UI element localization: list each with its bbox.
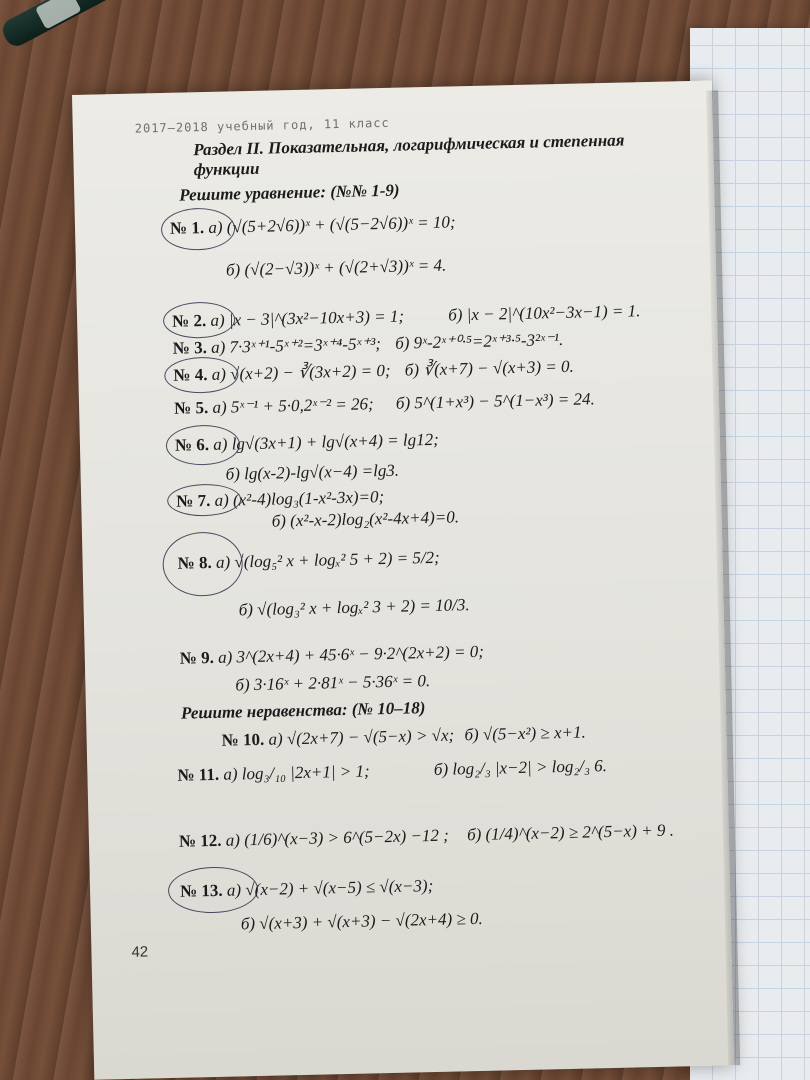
problem-part-b: б) |x − 2|^(10x²−3x−1) = 1. bbox=[448, 301, 641, 325]
problem-number: № 13. bbox=[179, 880, 223, 901]
problem-number: № 10. bbox=[221, 729, 265, 750]
problem-part-b: б) log₂/₃ |x−2| > log₂/₃ 6. bbox=[433, 756, 608, 779]
problem-11 bbox=[177, 755, 607, 787]
problem-12 bbox=[179, 820, 674, 853]
instruction-equations: Решите уравнение: (№№ 1-9) bbox=[179, 180, 400, 205]
problem-part-a: а) |x − 3|^(3x²−10x+3) = 1; bbox=[210, 306, 405, 330]
section-title: Раздел II. Показательная, логарифмическая и степенная функции bbox=[193, 130, 625, 180]
problem-part-b: б) 9ˣ-2ˣ⁺⁰·⁵=2ˣ⁺³·⁵-3²ˣ⁻¹. bbox=[394, 329, 564, 353]
problem-number: № 2. bbox=[171, 311, 207, 331]
problem-number: № 4. bbox=[173, 365, 208, 385]
problem-part-a: а) √(x−2) + √(x−5) ≤ √(x−3); bbox=[226, 876, 434, 900]
textbook-page bbox=[72, 80, 734, 1079]
ink-circle bbox=[162, 531, 243, 597]
problem-2 bbox=[172, 300, 641, 333]
ink-circle bbox=[164, 356, 239, 394]
ink-circle bbox=[166, 424, 241, 466]
problem-part-a: а) (1/6)^(x−3) > 6^(5−2x) −12 ; bbox=[225, 825, 450, 850]
problem-part-a: а) √(2x+7) − √(5−x) > √x; bbox=[268, 725, 455, 749]
problem-part-b: б) √(log₃² x + logₓ² 3 + 2) = 10/3. bbox=[238, 595, 470, 620]
problem-part-a: а) 7·3ˣ⁺¹-5ˣ⁺²=3ˣ⁺⁴-5ˣ⁺³; bbox=[210, 334, 382, 357]
problem-part-a: а) √(log₅² x + logₓ² 5 + 2) = 5/2; bbox=[215, 547, 440, 572]
problem-part-a: а) √(x+2) − ∛(3x+2) = 0; bbox=[211, 360, 391, 384]
ink-circle bbox=[167, 483, 242, 517]
problem-number: № 7. bbox=[176, 490, 211, 511]
problem-part-a: а) log₃/₁₀ |2x+1| > 1; bbox=[223, 761, 370, 784]
problem-part-a: а) (√(5+2√6))ˣ + (√(5−2√6))ˣ = 10; bbox=[208, 212, 456, 237]
problem-10 bbox=[221, 722, 586, 752]
problem-number: № 11. bbox=[177, 764, 220, 785]
instruction-inequalities: Решите неравенства: (№ 10–18) bbox=[180, 698, 426, 723]
problem-part-b: б) lg(x-2)-lg√(x−4) =lg3. bbox=[225, 460, 400, 484]
ink-circle bbox=[163, 301, 236, 339]
ink-circle bbox=[168, 866, 259, 914]
problem-number: № 12. bbox=[178, 830, 222, 851]
problem-number: № 3. bbox=[172, 338, 208, 358]
problem-number: № 9. bbox=[179, 647, 215, 668]
problem-part-a: а) 5ˣ⁻¹ + 5·0,2ˣ⁻² = 26; bbox=[212, 394, 374, 417]
problem-part-b: б) √(5−x²) ≥ x+1. bbox=[464, 722, 586, 745]
problem-part-b: б) ∛(x+7) − √(x+3) = 0. bbox=[404, 356, 574, 380]
problem-1b bbox=[226, 255, 447, 282]
problem-part-b: б) (1/4)^(x−2) ≥ 2^(5−x) + 9 . bbox=[466, 820, 675, 845]
problem-number: № 8. bbox=[177, 552, 212, 573]
ink-circle bbox=[161, 207, 236, 251]
problem-part-b: б) 5^(1+x³) − 5^(1−x³) = 24. bbox=[395, 389, 595, 413]
problem-part-a: а) (x²-4)log₃(1-x²-3x)=0; bbox=[214, 487, 385, 510]
problem-3 bbox=[173, 329, 564, 360]
problem-9 bbox=[180, 641, 485, 670]
problem-part-a: а) 3^(2x+4) + 45·6ˣ − 9·2^(2x+2) = 0; bbox=[217, 641, 485, 667]
problem-13b bbox=[241, 908, 483, 935]
page-number: 42 bbox=[131, 943, 149, 961]
problem-part-b: б) √(x+3) + √(x+3) − √(2x+4) ≥ 0. bbox=[240, 908, 484, 934]
problem-8b bbox=[238, 594, 469, 621]
problem-5 bbox=[174, 388, 595, 420]
problem-part-b: б) (x²-x-2)log₂(x²-4x+4)=0. bbox=[271, 507, 460, 531]
problem-7b bbox=[271, 506, 459, 532]
problem-number: № 5. bbox=[173, 397, 209, 418]
problem-part-b: б) (√(2−√3))ˣ + (√(2+√3))ˣ = 4. bbox=[225, 255, 447, 280]
problem-9b bbox=[235, 670, 430, 696]
problem-number: № 6. bbox=[174, 434, 210, 455]
problem-6b bbox=[225, 460, 399, 486]
page-header: 2017–2018 учебный год, 11 класс bbox=[134, 115, 390, 136]
problem-number: № 1. bbox=[169, 218, 205, 238]
problem-part-a: а) lg√(3x+1) + lg√(x+4) = lg12; bbox=[213, 429, 439, 454]
problem-part-b: б) 3·16ˣ + 2·81ˣ − 5·36ˣ = 0. bbox=[235, 671, 431, 695]
